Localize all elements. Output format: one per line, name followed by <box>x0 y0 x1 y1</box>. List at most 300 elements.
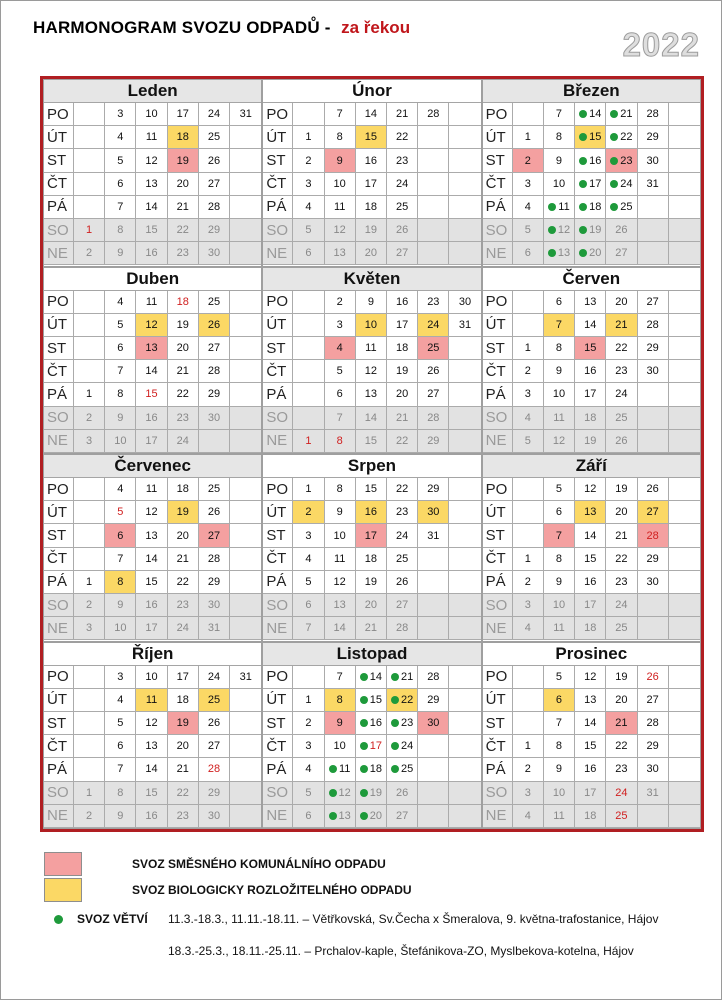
empty-cell <box>74 666 105 689</box>
date-cell <box>136 242 167 265</box>
month-name: Červen <box>483 268 700 291</box>
date-number: 11 <box>365 342 377 355</box>
date-number: 9 <box>555 365 563 378</box>
empty-cell <box>513 291 544 314</box>
date-number: 3 <box>305 177 312 190</box>
date-cell <box>606 407 637 430</box>
empty-cell <box>418 617 449 640</box>
date-cell <box>544 782 575 805</box>
date-number: 15 <box>145 786 158 799</box>
month-červen <box>482 267 701 455</box>
date-number: 21 <box>176 763 189 776</box>
date-cell <box>638 478 669 501</box>
date-cell <box>136 407 167 430</box>
date-number: 29 <box>427 434 440 447</box>
month-table <box>263 478 480 641</box>
month-říjen <box>43 642 262 830</box>
day-label: PÁ <box>263 758 293 781</box>
date-cell <box>356 407 387 430</box>
day-label: NE <box>44 430 74 453</box>
empty-cell <box>74 149 105 172</box>
date-cell <box>105 407 136 430</box>
date-cell <box>356 548 387 571</box>
day-label: ÚT <box>263 501 293 524</box>
date-number: 4 <box>524 411 531 424</box>
empty-cell <box>293 666 324 689</box>
month-name: Listopad <box>263 643 480 666</box>
date-number: 2 <box>86 809 93 822</box>
branches-dot-icon <box>329 789 337 797</box>
title-text: HARMONOGRAM SVOZU ODPADŮ - <box>33 18 331 37</box>
date-cell <box>544 337 575 360</box>
date-cell <box>136 337 167 360</box>
day-label: ČT <box>44 735 74 758</box>
calendar-grid <box>40 76 704 832</box>
date-number: 4 <box>305 552 312 565</box>
branches-schedule-1: 11.3.-18.3., 11.11.-18.11. – Větřkovská, Sv.Čecha x Šmeralova, 9. května-trafostanice, Hájov <box>168 912 659 926</box>
date-number: 22 <box>176 786 189 799</box>
day-label: PÁ <box>44 383 74 406</box>
date-cell <box>418 337 449 360</box>
date-number: 13 <box>584 693 597 706</box>
date-number: 21 <box>395 108 409 121</box>
date-number: 31 <box>239 108 252 121</box>
date-cell <box>575 735 606 758</box>
date-number: 17 <box>145 622 158 635</box>
date-cell <box>199 149 230 172</box>
date-number: 4 <box>117 131 124 144</box>
date-cell <box>606 617 637 640</box>
date-cell <box>356 571 387 594</box>
date-number: 7 <box>555 529 563 542</box>
date-cell <box>575 219 606 242</box>
day-label: ST <box>263 149 293 172</box>
day-label: ČT <box>44 360 74 383</box>
date-number: 6 <box>336 388 343 401</box>
date-number: 23 <box>615 763 628 776</box>
date-number: 6 <box>117 177 124 190</box>
date-cell <box>74 617 105 640</box>
date-cell <box>606 314 637 337</box>
date-number: 16 <box>145 247 158 260</box>
date-cell <box>199 291 230 314</box>
empty-cell <box>669 196 700 219</box>
empty-cell <box>449 103 480 126</box>
date-cell <box>575 196 606 219</box>
day-label: ČT <box>263 173 293 196</box>
date-cell <box>325 501 356 524</box>
date-cell <box>638 126 669 149</box>
page-title <box>33 18 410 38</box>
date-cell <box>168 478 199 501</box>
date-cell <box>168 666 199 689</box>
date-number: 6 <box>117 529 124 542</box>
day-label: PÁ <box>483 196 513 219</box>
day-label: ST <box>44 712 74 735</box>
empty-cell <box>230 242 261 265</box>
empty-cell <box>293 360 324 383</box>
date-cell <box>606 782 637 805</box>
date-number: 9 <box>555 575 563 588</box>
date-number: 6 <box>305 809 312 822</box>
month-name: Červenec <box>44 455 261 478</box>
date-number: 30 <box>458 295 472 308</box>
date-number: 29 <box>646 552 659 565</box>
day-label: NE <box>44 805 74 828</box>
branches-dot-icon <box>548 249 556 257</box>
date-cell <box>105 149 136 172</box>
mixed-waste-swatch <box>44 852 82 876</box>
date-number: 20 <box>176 740 189 753</box>
empty-cell <box>293 291 324 314</box>
date-number: 9 <box>117 599 124 612</box>
date-cell <box>168 383 199 406</box>
date-number: 16 <box>145 599 158 612</box>
date-cell <box>418 314 449 337</box>
date-number: 10 <box>145 670 158 683</box>
date-cell <box>638 291 669 314</box>
empty-cell <box>74 173 105 196</box>
date-cell <box>575 314 606 337</box>
empty-cell <box>418 782 449 805</box>
date-number: 14 <box>364 411 377 424</box>
date-number: 13 <box>145 342 158 355</box>
branches-dot-icon <box>391 673 399 681</box>
date-cell <box>105 103 136 126</box>
empty-cell <box>669 735 700 758</box>
day-label: ST <box>44 149 74 172</box>
day-label: ÚT <box>263 314 293 337</box>
month-leden <box>43 79 262 267</box>
date-number: 27 <box>646 693 659 706</box>
date-number: 22 <box>620 131 633 144</box>
date-cell <box>74 383 105 406</box>
day-label: PÁ <box>44 571 74 594</box>
date-cell <box>293 430 324 453</box>
date-cell <box>325 594 356 617</box>
date-number: 28 <box>207 365 221 378</box>
empty-cell <box>230 337 261 360</box>
date-number: 30 <box>646 763 659 776</box>
date-number: 16 <box>364 506 377 519</box>
date-number: 16 <box>589 154 602 167</box>
date-number: 17 <box>176 108 189 121</box>
date-number: 10 <box>552 599 566 612</box>
date-number: 6 <box>555 295 563 308</box>
branches-dot-icon <box>548 226 556 234</box>
date-number: 10 <box>114 622 127 635</box>
day-label: ST <box>263 337 293 360</box>
empty-cell <box>449 242 480 265</box>
date-number: 10 <box>364 318 377 331</box>
date-number: 15 <box>145 224 158 237</box>
branches-dot-icon <box>360 742 368 750</box>
day-label: ST <box>263 712 293 735</box>
empty-cell <box>449 758 480 781</box>
date-cell <box>293 735 324 758</box>
date-number: 16 <box>584 575 597 588</box>
empty-cell <box>669 501 700 524</box>
date-number: 3 <box>524 786 531 799</box>
date-number: 30 <box>207 247 221 260</box>
date-number: 24 <box>176 434 189 447</box>
date-cell <box>387 501 418 524</box>
month-table <box>263 666 480 829</box>
date-cell <box>606 430 637 453</box>
empty-cell <box>449 360 480 383</box>
date-cell <box>356 666 387 689</box>
date-number: 5 <box>305 224 312 237</box>
date-cell <box>136 103 167 126</box>
date-cell <box>293 149 324 172</box>
day-label: NE <box>44 242 74 265</box>
empty-cell <box>230 219 261 242</box>
date-cell <box>418 712 449 735</box>
date-number: 21 <box>364 622 377 635</box>
date-number: 4 <box>524 622 531 635</box>
date-number: 3 <box>524 388 531 401</box>
date-number: 25 <box>207 693 221 706</box>
date-cell <box>387 219 418 242</box>
empty-cell <box>669 337 700 360</box>
empty-cell <box>293 103 324 126</box>
date-cell <box>199 594 230 617</box>
date-cell <box>356 617 387 640</box>
date-cell <box>199 712 230 735</box>
date-number: 8 <box>117 786 124 799</box>
date-number: 4 <box>305 200 312 213</box>
date-cell <box>136 173 167 196</box>
date-cell <box>606 196 637 219</box>
empty-cell <box>449 524 480 547</box>
date-cell <box>387 805 418 828</box>
date-number: 25 <box>395 552 409 565</box>
date-number: 24 <box>615 599 628 612</box>
date-number: 16 <box>584 763 597 776</box>
date-number: 29 <box>646 740 659 753</box>
date-number: 1 <box>524 131 531 144</box>
day-label: PÁ <box>483 758 513 781</box>
month-name: Květen <box>263 268 480 291</box>
empty-cell <box>669 571 700 594</box>
date-number: 3 <box>86 622 93 635</box>
date-cell <box>544 360 575 383</box>
date-number: 19 <box>584 434 597 447</box>
date-number: 28 <box>427 670 440 683</box>
date-number: 15 <box>364 483 377 496</box>
date-cell <box>544 548 575 571</box>
date-number: 29 <box>207 388 221 401</box>
date-number: 30 <box>207 411 221 424</box>
date-number: 10 <box>145 108 158 121</box>
date-number: 25 <box>615 809 628 822</box>
date-cell <box>74 407 105 430</box>
date-number: 21 <box>400 670 414 683</box>
date-number: 12 <box>364 365 377 378</box>
empty-cell <box>449 617 480 640</box>
date-cell <box>638 689 669 712</box>
date-number: 1 <box>305 483 312 496</box>
empty-cell <box>449 407 480 430</box>
day-label: SO <box>483 594 513 617</box>
empty-cell <box>638 383 669 406</box>
day-label: ST <box>44 524 74 547</box>
date-cell <box>136 501 167 524</box>
date-number: 15 <box>584 740 597 753</box>
date-cell <box>293 242 324 265</box>
date-number: 16 <box>145 411 158 424</box>
empty-cell <box>74 501 105 524</box>
empty-cell <box>293 337 324 360</box>
date-number: 2 <box>86 411 93 424</box>
date-cell <box>575 242 606 265</box>
date-number: 8 <box>117 388 124 401</box>
date-number: 5 <box>555 483 563 496</box>
date-cell <box>606 360 637 383</box>
day-label: ČT <box>44 173 74 196</box>
date-cell <box>544 571 575 594</box>
date-cell <box>199 617 230 640</box>
branches-dot-icon <box>579 110 587 118</box>
date-number: 27 <box>427 388 440 401</box>
date-number: 6 <box>555 693 563 706</box>
date-cell <box>606 103 637 126</box>
empty-cell <box>449 571 480 594</box>
date-cell <box>513 126 544 149</box>
date-cell <box>105 242 136 265</box>
date-cell <box>199 219 230 242</box>
day-label: ČT <box>263 735 293 758</box>
date-number: 13 <box>584 506 597 519</box>
empty-cell <box>669 149 700 172</box>
empty-cell <box>449 383 480 406</box>
date-cell <box>544 407 575 430</box>
branches-dot-icon <box>360 812 368 820</box>
date-cell <box>136 617 167 640</box>
date-cell <box>575 383 606 406</box>
date-number: 17 <box>584 786 597 799</box>
day-label: ÚT <box>44 314 74 337</box>
branches-dot-icon <box>329 812 337 820</box>
date-number: 27 <box>207 342 221 355</box>
date-cell <box>105 758 136 781</box>
day-label: ČT <box>483 548 513 571</box>
date-cell <box>606 383 637 406</box>
date-cell <box>356 383 387 406</box>
day-label: SO <box>263 594 293 617</box>
day-label: ÚT <box>263 126 293 149</box>
branches-dot-icon <box>548 203 556 211</box>
date-number: 13 <box>145 529 158 542</box>
date-number: 15 <box>364 434 377 447</box>
empty-cell <box>74 196 105 219</box>
date-cell <box>638 666 669 689</box>
date-cell <box>74 430 105 453</box>
month-září <box>482 454 701 642</box>
date-cell <box>136 758 167 781</box>
date-number: 31 <box>646 177 659 190</box>
bio-waste-label: SVOZ BIOLOGICKY ROZLOŽITELNÉHO ODPADU <box>132 883 412 897</box>
date-cell <box>418 666 449 689</box>
date-cell <box>168 548 199 571</box>
date-cell <box>544 478 575 501</box>
date-cell <box>325 712 356 735</box>
date-cell <box>293 173 324 196</box>
date-number: 23 <box>395 154 409 167</box>
date-cell <box>199 173 230 196</box>
date-cell <box>544 712 575 735</box>
date-cell <box>356 242 387 265</box>
date-number: 19 <box>395 365 409 378</box>
date-cell <box>356 314 387 337</box>
date-number: 28 <box>207 552 221 565</box>
date-cell <box>105 126 136 149</box>
date-number: 7 <box>336 108 343 121</box>
date-cell <box>168 805 199 828</box>
date-cell <box>449 314 480 337</box>
date-cell <box>387 291 418 314</box>
date-cell <box>387 103 418 126</box>
empty-cell <box>449 594 480 617</box>
date-number: 19 <box>615 670 628 683</box>
empty-cell <box>418 173 449 196</box>
date-number: 6 <box>555 506 563 519</box>
date-number: 14 <box>333 622 346 635</box>
branches-dot-icon <box>360 673 368 681</box>
date-cell <box>638 735 669 758</box>
date-number: 28 <box>646 529 659 542</box>
date-number: 12 <box>338 786 351 799</box>
date-cell <box>387 524 418 547</box>
year-label: 2022 <box>622 26 700 63</box>
day-label: ÚT <box>44 689 74 712</box>
empty-cell <box>449 712 480 735</box>
empty-cell <box>513 689 544 712</box>
date-cell <box>168 103 199 126</box>
date-cell <box>105 524 136 547</box>
empty-cell <box>449 501 480 524</box>
date-cell <box>136 594 167 617</box>
date-number: 28 <box>646 108 659 121</box>
date-cell <box>544 501 575 524</box>
empty-cell <box>669 594 700 617</box>
bio-waste-swatch <box>44 878 82 902</box>
date-number: 22 <box>615 342 628 355</box>
date-cell <box>230 103 261 126</box>
date-cell <box>513 430 544 453</box>
date-number: 11 <box>338 763 351 776</box>
empty-cell <box>230 291 261 314</box>
day-label: ČT <box>483 735 513 758</box>
date-number: 17 <box>395 318 409 331</box>
date-number: 8 <box>336 483 343 496</box>
empty-cell <box>74 712 105 735</box>
date-number: 26 <box>646 670 659 683</box>
date-number: 6 <box>305 599 312 612</box>
date-cell <box>513 173 544 196</box>
date-number: 30 <box>646 365 659 378</box>
date-number: 15 <box>584 342 597 355</box>
date-number: 7 <box>555 717 563 730</box>
date-cell <box>136 735 167 758</box>
empty-cell <box>669 478 700 501</box>
date-cell <box>513 360 544 383</box>
date-number: 28 <box>207 200 221 213</box>
date-number: 3 <box>305 529 312 542</box>
date-number: 12 <box>552 434 566 447</box>
branches-dot-icon <box>579 249 587 257</box>
date-cell <box>606 712 637 735</box>
